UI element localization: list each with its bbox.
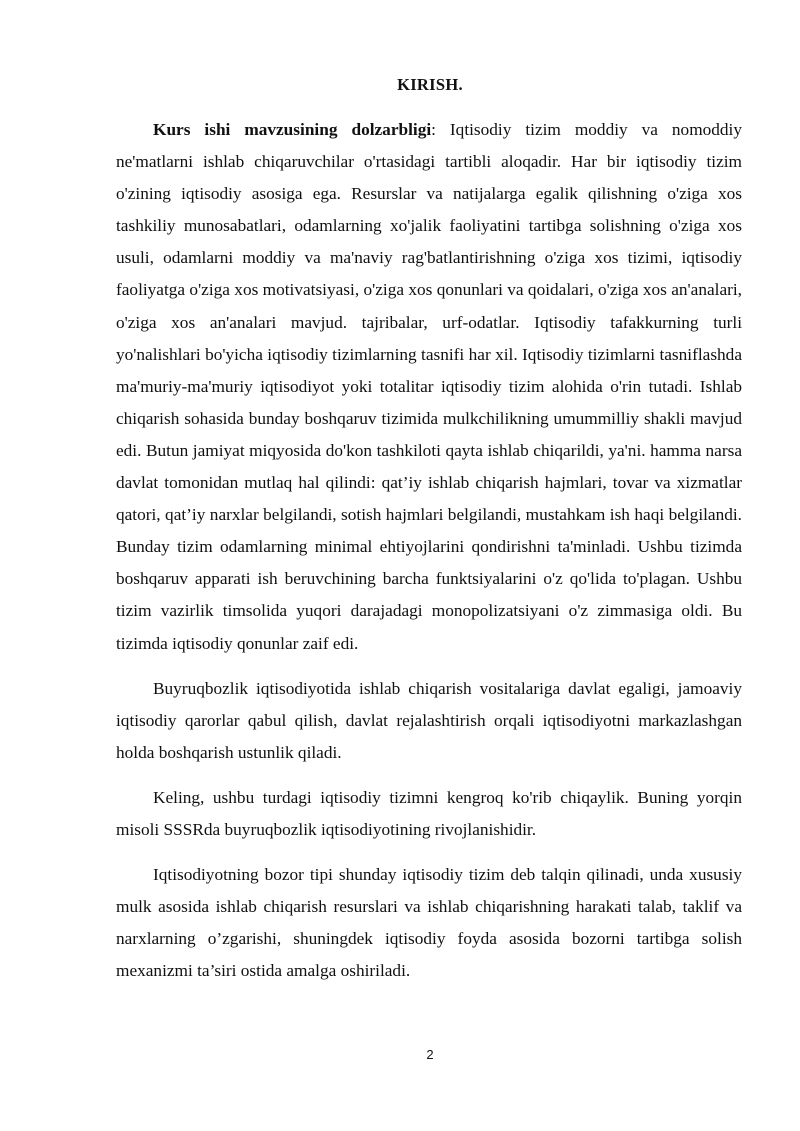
section-title: KIRISH. bbox=[397, 75, 463, 94]
paragraph-market-economy: Iqtisodiyotning bozor tipi shunday iqtisodiy tizim deb talqin qilinadi, unda xususiy mulk asosida ishlab chiqarish resurslari va ishlab chiqarishning harakati talab, taklif va narxlarning o’zgarishi, shuningdek iqtisodiy foyda asosida bozorni tartibga solish mexanizmi ta’siri ostida amalga oshiriladi. bbox=[116, 865, 742, 981]
paragraph-relevance bbox=[116, 114, 742, 660]
paragraph-ussr-example: Keling, ushbu turdagi iqtisodiy tizimni kengroq ko'rib chiqaylik. Buning yorqin misoli SSSRda buyruqbozlik iqtisodiyotining rivojlanishidir. bbox=[116, 787, 742, 839]
page-number: 2 bbox=[426, 1047, 434, 1062]
body-text bbox=[116, 114, 742, 987]
paragraph-text: : Iqtisodiy tizim moddiy va nomoddiy ne'matlarni ishlab chiqaruvchilar o'rtasidagi tartibli aloqadir. Har bir iqtisodiy tizim o'zining iqtisodiy asosiga ega. Resurslar va natijalarga egalik qilishning o'ziga xos tashkiliy munosabatlari, odamlarning xo'jalik faoliyatini tartibga solishning o'ziga xos usuli, odamlarni moddiy va ma'naviy rag'batlantirishning o'ziga xos tizimi, iqtisodiy faoliyatga o'ziga xos motivatsiyasi, o'ziga xos qonunlari va qoidalari, o'ziga xos an'analari, o'ziga xos an'analari mavjud. tajribalar, urf-odatlar. Iqtisodiy tafakkurning turli yo'nalishlari bo'yicha iqtisodiy tizimlarning tasnifi har xil. Iqtisodiy tizimlarni tasniflashda ma'muriy-ma'muriy iqtisodiyot yoki totalitar iqtisodiy tizim alohida o'rin tutadi. Ishlab chiqarish sohasida bunday boshqaruv tizimida mulkchilikning umummilliy shakli mavjud edi. Butun jamiyat miqyosida do'kon tashkiloti qayta ishlab chiqarildi, ya'ni. hamma narsa davlat tomonidan mutlaq hal qilindi: qat’iy ishlab chiqarish hajmlari, tovar va xizmatlar qatori, qat’iy narxlar belgilandi, sotish hajmlari belgilandi, mustahkam ish haqi belgilandi. Bunday tizim odamlarning minimal ehtiyojlarini qondirishni ta'minladi. Ushbu tizimda boshqaruv apparati ish beruvchining barcha funktsiyalarini o'z qo'lida to'plagan. Ushbu tizim vazirlik timsolida yuqori darajadagi monopolizatsiyani o'z zimmasiga oldi. Bu tizimda iqtisodiy qonunlar zaif edi. bbox=[116, 120, 742, 653]
paragraph-lead: Kurs ishi mavzusining dolzarbligi bbox=[153, 120, 432, 139]
paragraph-command-economy: Buyruqbozlik iqtisodiyotida ishlab chiqarish vositalariga davlat egaligi, jamoaviy iqtisodiy qarorlar qabul qilish, davlat rejalashtirish orqali iqtisodiyotni markazlashgan holda boshqarish ustunlik qiladi. bbox=[116, 678, 742, 762]
